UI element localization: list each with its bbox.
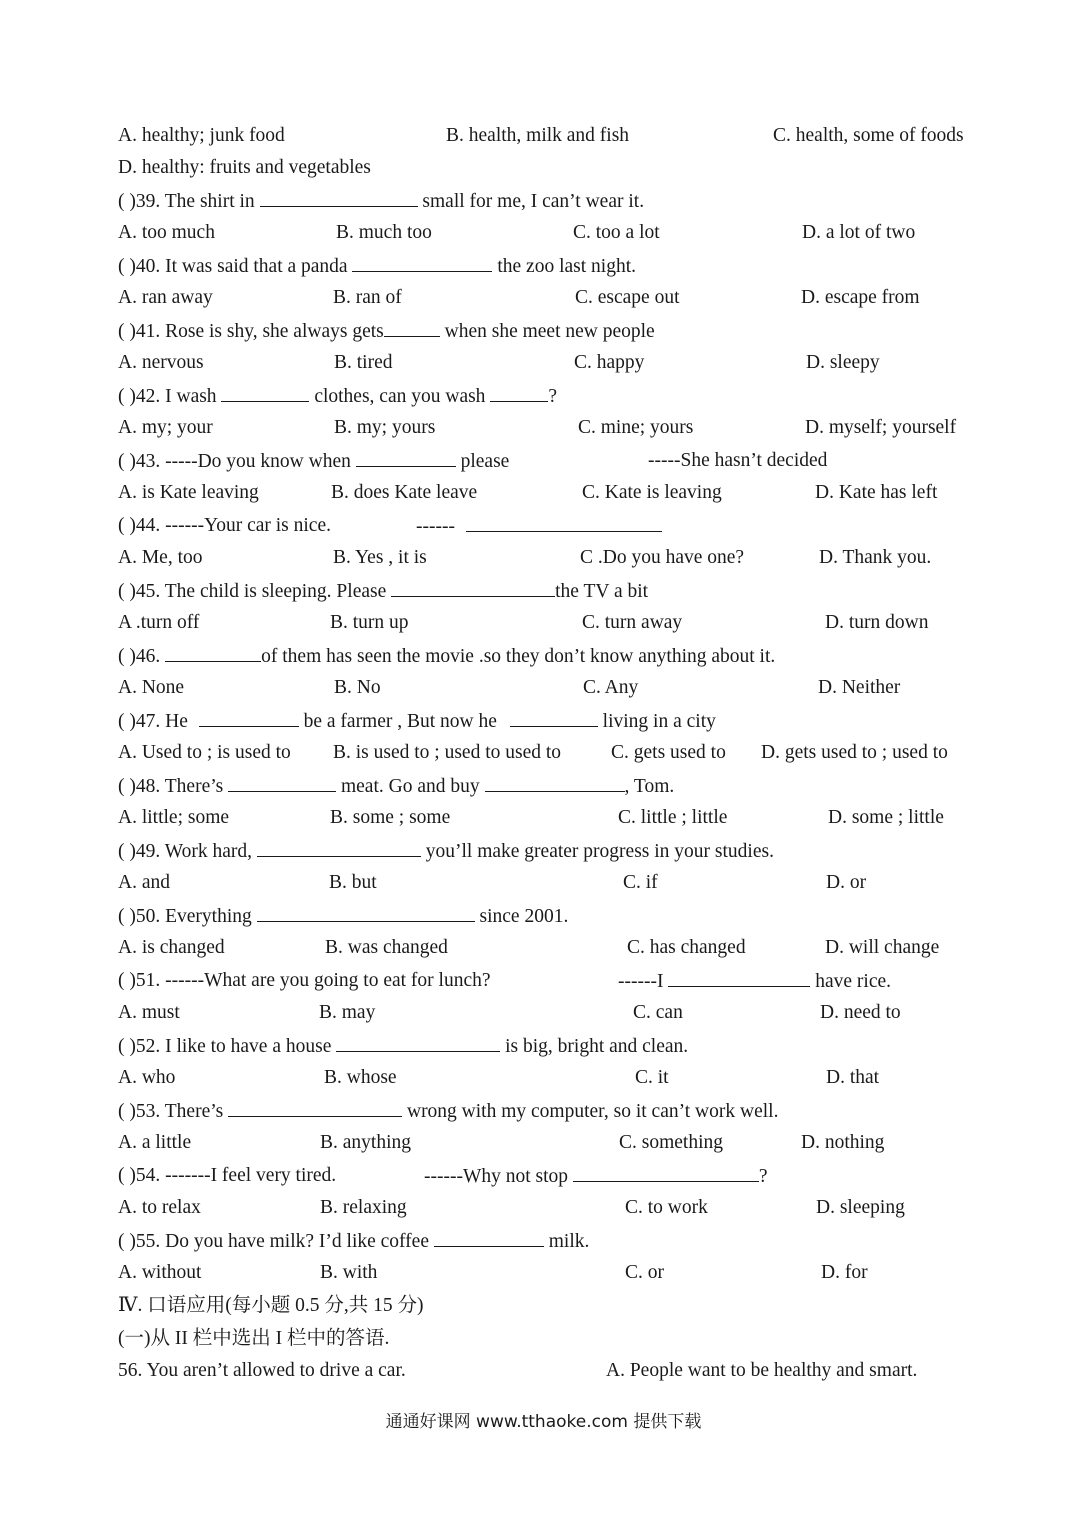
- page-footer: 通通好课网 www.tthaoke.com 提供下载: [385, 1412, 702, 1432]
- question-48: [0, 773, 1087, 799]
- option-a: A. ran away: [118, 287, 213, 308]
- question-reply: ------I have rice.: [618, 968, 891, 995]
- option-b: B. No: [334, 677, 381, 698]
- option-d: D. Kate has left: [815, 482, 938, 503]
- option-c: C. to work: [625, 1197, 708, 1218]
- question-42: [0, 383, 1087, 409]
- question-reply: -----She hasn’t decided: [648, 450, 828, 471]
- option-a: A .turn off: [118, 612, 200, 633]
- option-a: A. too much: [118, 222, 215, 243]
- option-b: B. some ; some: [330, 807, 451, 828]
- question-text: ( )54. -------I feel very tired.: [118, 1165, 337, 1186]
- question-reply: ------Why not stop ?: [424, 1163, 768, 1190]
- option-b: B. Yes , it is: [333, 547, 427, 568]
- question-51: [0, 968, 1087, 994]
- option-a: A. nervous: [118, 352, 204, 373]
- option-a: A. a little: [118, 1132, 192, 1153]
- question-text: ( )50. Everything since 2001.: [118, 903, 568, 930]
- option-d: D. sleeping: [816, 1197, 905, 1218]
- answer-blank: [384, 318, 440, 337]
- option-b: B. ran of: [333, 287, 402, 308]
- question-45: [0, 578, 1087, 604]
- option-a: A. without: [118, 1262, 202, 1283]
- option-c: C. little ; little: [618, 807, 728, 828]
- option-d: D. for: [821, 1262, 868, 1283]
- answer-blank: [257, 838, 421, 857]
- instruction-text: (一)从 II 栏中选出 I 栏中的答语.: [118, 1328, 390, 1349]
- q38-option-d-line: [0, 155, 1087, 181]
- question-text: ( )51. ------What are you going to eat for lunch?: [118, 970, 491, 991]
- question-reply: ------: [416, 513, 662, 540]
- question-text: ( )53. There’s wrong with my computer, so it can’t work well.: [118, 1098, 778, 1125]
- option-d: D. that: [826, 1067, 880, 1088]
- option-a: A. is changed: [118, 937, 225, 958]
- option-b: B. turn up: [330, 612, 409, 633]
- question-47: [0, 708, 1087, 734]
- option-b: B. anything: [320, 1132, 411, 1153]
- question-54: [0, 1163, 1087, 1189]
- option-c: C. something: [619, 1132, 724, 1153]
- question-43: [0, 448, 1087, 474]
- answer-blank: [510, 708, 598, 727]
- question-46: [0, 643, 1087, 669]
- answer-blank: [352, 253, 492, 272]
- option-d: D. need to: [820, 1002, 901, 1023]
- option-d: D. sleepy: [806, 352, 880, 373]
- option-a: A. my; your: [118, 417, 213, 438]
- q46-options: [0, 675, 1087, 701]
- option-d: D. or: [826, 872, 867, 893]
- option-c: C. can: [633, 1002, 683, 1023]
- q48-options: [0, 805, 1087, 831]
- question-text: 56. You aren’t allowed to drive a car.: [118, 1360, 406, 1381]
- q53-options: [0, 1130, 1087, 1156]
- option-d: D. healthy: fruits and vegetables: [118, 157, 371, 178]
- question-text: ( )47. He be a farmer , But now he living in a city: [118, 708, 716, 735]
- answer-blank: [257, 903, 475, 922]
- answer-blank: [466, 513, 662, 532]
- option-c: C. it: [635, 1067, 669, 1088]
- option-c: C. health, some of foods: [773, 125, 964, 146]
- option-a: A. who: [118, 1067, 176, 1088]
- q38-options: [0, 123, 1087, 149]
- option-d: D. gets used to ; used to: [761, 742, 948, 763]
- option-c: C. Kate is leaving: [582, 482, 722, 503]
- q47-options: [0, 740, 1087, 766]
- option-d: D. turn down: [825, 612, 929, 633]
- question-text: ( )39. The shirt in small for me, I can’t wear it.: [118, 188, 644, 215]
- q44-options: [0, 545, 1087, 571]
- option-c: C. turn away: [582, 612, 683, 633]
- q51-options: [0, 1000, 1087, 1026]
- answer-blank: [485, 773, 625, 792]
- answer-blank: [391, 578, 555, 597]
- option-a: A. healthy; junk food: [118, 125, 285, 146]
- answer-blank: [573, 1163, 759, 1182]
- option-a: A. Me, too: [118, 547, 203, 568]
- question-52: [0, 1033, 1087, 1059]
- option-c: C. escape out: [575, 287, 680, 308]
- option-d: D. escape from: [801, 287, 920, 308]
- option-b: B. may: [319, 1002, 376, 1023]
- question-text: ( )42. I wash clothes, can you wash ?: [118, 383, 557, 410]
- q42-options: [0, 415, 1087, 441]
- option-c: C. or: [625, 1262, 664, 1283]
- answer-blank: [668, 968, 810, 987]
- answer-blank: [228, 1098, 402, 1117]
- q49-options: [0, 870, 1087, 896]
- section-heading: [0, 1293, 1087, 1319]
- option-a: A. little; some: [118, 807, 230, 828]
- option-c: C. mine; yours: [578, 417, 694, 438]
- option-b: B. tired: [334, 352, 393, 373]
- question-39: [0, 188, 1087, 214]
- answer-blank: [336, 1033, 500, 1052]
- section-title: Ⅳ. 口语应用(每小题 0.5 分,共 15 分): [118, 1295, 424, 1316]
- question-text: ( )48. There’s meat. Go and buy , Tom.: [118, 773, 674, 800]
- question-55: [0, 1228, 1087, 1254]
- section-instruction: [0, 1326, 1087, 1352]
- answer-blank: [260, 188, 418, 207]
- option-c: C. if: [623, 872, 658, 893]
- question-text: ( )41. Rose is shy, she always gets when she meet new people: [118, 318, 655, 345]
- question-49: [0, 838, 1087, 864]
- option-d: D. Neither: [818, 677, 901, 698]
- answer-blank: [165, 643, 261, 662]
- option-d: D. nothing: [801, 1132, 885, 1153]
- option-a: A. is Kate leaving: [118, 482, 259, 503]
- question-text: ( )44. ------Your car is nice.: [118, 515, 331, 536]
- question-53: [0, 1098, 1087, 1124]
- option-a: A. and: [118, 872, 170, 893]
- option-b: B. was changed: [325, 937, 448, 958]
- option-a: A. Used to ; is used to: [118, 742, 291, 763]
- q43-options: [0, 480, 1087, 506]
- q50-options: [0, 935, 1087, 961]
- question-56: [0, 1358, 1087, 1384]
- q39-options: [0, 220, 1087, 246]
- option-b: B. my; yours: [334, 417, 436, 438]
- question-text: ( )45. The child is sleeping. Please the TV a bit: [118, 578, 648, 605]
- q55-options: [0, 1260, 1087, 1286]
- option-b: B. but: [329, 872, 377, 893]
- option-a: A. must: [118, 1002, 180, 1023]
- answer-blank: [434, 1228, 544, 1247]
- option-d: D. Thank you.: [819, 547, 932, 568]
- option-c: C. has changed: [627, 937, 746, 958]
- option-b: B. is used to ; used to used to: [333, 742, 562, 763]
- option-c: C. Any: [583, 677, 639, 698]
- question-41: [0, 318, 1087, 344]
- answer-blank: [356, 448, 456, 467]
- question-44: [0, 513, 1087, 539]
- q41-options: [0, 350, 1087, 376]
- question-text: ( )40. It was said that a panda the zoo last night.: [118, 253, 636, 280]
- option-b: B. does Kate leave: [331, 482, 478, 503]
- question-text: ( )46. of them has seen the movie .so they don’t know anything about it.: [118, 643, 775, 670]
- question-text: ( )43. -----Do you know when please: [118, 448, 509, 475]
- q45-options: [0, 610, 1087, 636]
- option-a: A. to relax: [118, 1197, 201, 1218]
- question-50: [0, 903, 1087, 929]
- option-b: B. relaxing: [320, 1197, 407, 1218]
- q40-options: [0, 285, 1087, 311]
- option-c: C .Do you have one?: [580, 547, 745, 568]
- option-c: C. happy: [574, 352, 645, 373]
- option-b: B. health, milk and fish: [446, 125, 630, 146]
- answer-blank: [228, 773, 336, 792]
- question-text: ( )49. Work hard, you’ll make greater progress in your studies.: [118, 838, 774, 865]
- option-d: D. some ; little: [828, 807, 944, 828]
- question-40: [0, 253, 1087, 279]
- option-d: D. a lot of two: [802, 222, 916, 243]
- answer-blank: [490, 383, 548, 402]
- q52-options: [0, 1065, 1087, 1091]
- option-b: B. with: [320, 1262, 378, 1283]
- option-b: B. whose: [324, 1067, 397, 1088]
- option-d: D. will change: [825, 937, 940, 958]
- q54-options: [0, 1195, 1087, 1221]
- option-a: A. None: [118, 677, 185, 698]
- option-d: D. myself; yourself: [805, 417, 957, 438]
- question-text: ( )55. Do you have milk? I’d like coffee milk.: [118, 1228, 589, 1255]
- question-text: ( )52. I like to have a house is big, bright and clean.: [118, 1033, 688, 1060]
- answer-choice: A. People want to be healthy and smart.: [606, 1360, 918, 1381]
- answer-blank: [221, 383, 309, 402]
- option-c: C. too a lot: [573, 222, 660, 243]
- option-c: C. gets used to: [611, 742, 726, 763]
- option-b: B. much too: [336, 222, 432, 243]
- answer-blank: [199, 708, 299, 727]
